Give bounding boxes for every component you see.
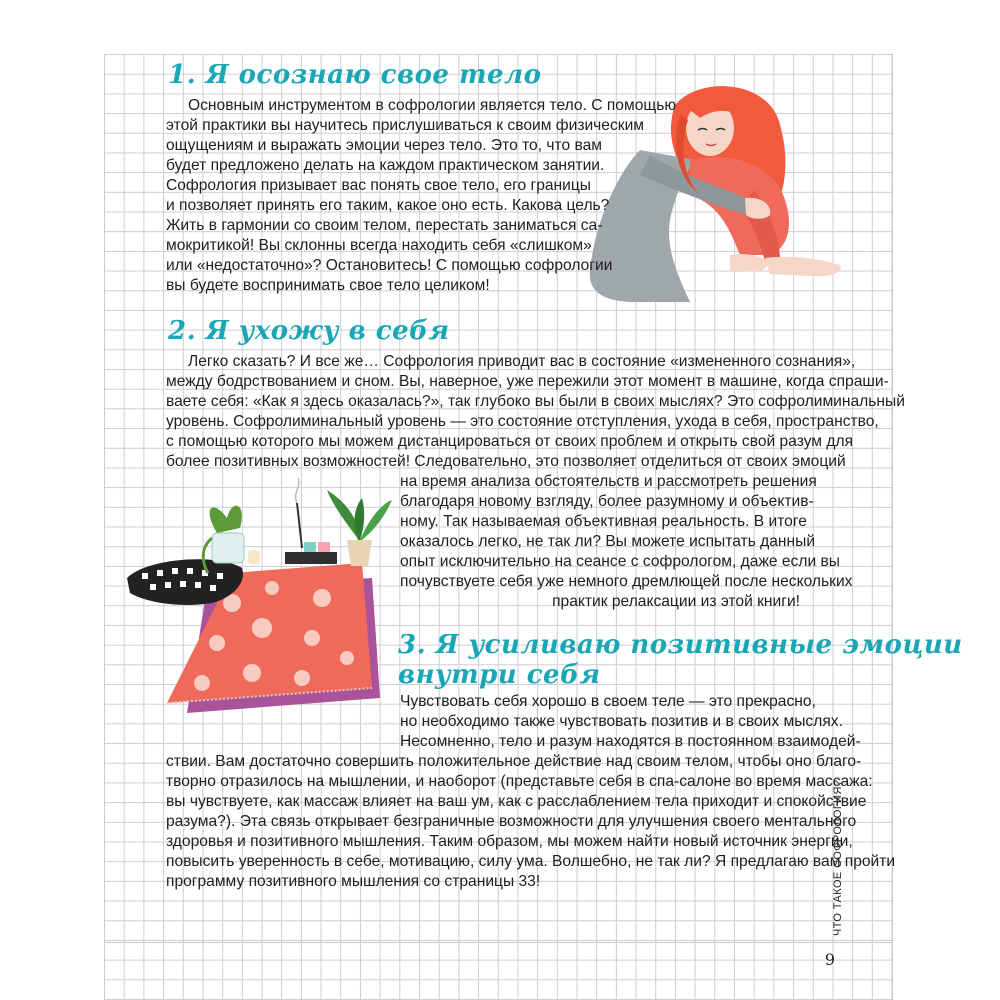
section-2-line: оказалось легко, не так ли? Вы можете испытать данный xyxy=(400,533,816,550)
section-1-line: и позволяет принять его таким, какое оно есть. Какова цель? xyxy=(166,197,610,214)
section-2-paragraph-wrap xyxy=(400,472,853,612)
section-1-line: или «недостаточно»? Остановитесь! С помощью софрологии xyxy=(166,257,613,274)
section-3-paragraph xyxy=(166,752,895,892)
section-2-line: ваете себя: «Как я здесь оказалась?», так глубоко вы были в своих мыслях? Это софролиминальный xyxy=(166,393,905,410)
section-1-line: мокритикой! Вы склонны всегда находить себя «слишком» xyxy=(166,237,592,254)
section-3-line: Чувствовать себя хорошо в своем теле — это прекрасно, xyxy=(400,693,816,710)
section-3-paragraph-wrap xyxy=(400,692,861,752)
section-3-line: Несомненно, тело и разум находятся в постоянном взаимодей- xyxy=(400,733,861,750)
section-1-line: будет предложено делать на каждом практическом занятии. xyxy=(166,157,605,174)
footer-rule xyxy=(104,942,892,943)
section-2-line: на время анализа обстоятельств и рассмотреть решения xyxy=(400,473,817,490)
rug-and-plants-illustration xyxy=(122,478,392,718)
section-2-line: уровень. Софролиминальный уровень — это состояние отступления, ухода в себя, пространство, xyxy=(166,413,879,430)
section-2-line: опыт исключительно на сеансе с софрологом, даже если вы xyxy=(400,553,840,570)
section-2-line: с помощью которого мы можем дистанцироваться от своих проблем и открыть свой разум для xyxy=(166,433,854,450)
section-2-paragraph-top xyxy=(166,352,905,472)
section-1-line: вы будете воспринимать свое тело целиком! xyxy=(166,277,490,294)
section-3-line: вы чувствуете, как массаж влияет на ваш ум, как с расслаблением тела приходит и спокойствие xyxy=(166,793,867,810)
section-3-line: ствии. Вам достаточно совершить положительное действие над своим телом, чтобы оно благо- xyxy=(166,753,862,770)
section-3-line: повысить уверенность в себе, мотивацию, силу ума. Волшебно, не так ли? Я предлагаю вам пройти xyxy=(166,853,896,870)
section-2-line: практик релаксации из этой книги! xyxy=(552,593,800,610)
section-2-line: более позитивных возможностей! Следовательно, это позволяет отделиться от своих эмоций xyxy=(166,453,846,470)
running-title: ЧТО ТАКОЕ СОФРОЛОГИЯ? xyxy=(832,779,844,936)
section-2-line: ному. Так называемая объективная реальность. В итоге xyxy=(400,513,807,530)
section-3-heading-line-1: 3. Я усиливаю позитивные эмоции xyxy=(398,630,963,660)
section-1-line: этой практики вы научитесь прислушиваться к своим физическим xyxy=(166,117,645,134)
section-3-line: творно отразилось на мышлении, и наоборот (представьте себя в спа-салоне во время массажа: xyxy=(166,773,873,790)
section-1-line: Софрология призывает вас понять свое тело, его границы xyxy=(166,177,591,194)
section-2-line: благодаря новому взгляду, более разумному и объектив- xyxy=(400,493,814,510)
section-3-line: разума?). Эта связь открывает безграничные возможности для улучшения своего ментального xyxy=(166,813,857,830)
section-3-heading-line-2: внутри себя xyxy=(398,660,601,690)
section-1-paragraph xyxy=(166,96,676,296)
section-3-heading xyxy=(398,630,963,690)
section-2-line: почувствуете себя уже немного дремлющей после нескольких xyxy=(400,573,853,590)
section-1-line: Основным инструментом в софрологии является тело. С помощью xyxy=(188,97,677,114)
section-2-line: Легко сказать? И все же… Софрология приводит вас в состояние «измененного сознания», xyxy=(188,353,856,370)
section-3-line: здоровья и позитивного мышления. Таким образом, мы можем найти новый источник энергии, xyxy=(166,833,853,850)
section-3-line: программу позитивного мышления со страницы 33! xyxy=(166,873,541,890)
section-1-heading: 1. Я осознаю свое тело xyxy=(168,60,542,90)
page-number: 9 xyxy=(824,950,836,969)
section-2-heading: 2. Я ухожу в себя xyxy=(168,316,450,346)
section-1-line: Жить в гармонии со своим телом, перестать заниматься са- xyxy=(166,217,603,234)
section-3-line: но необходимо также чувствовать позитив и в своих мыслях. xyxy=(400,713,843,730)
section-1-line: ощущениям и выражать эмоции через тело. Это то, что вам xyxy=(166,137,602,154)
section-2-line: между бодрствованием и сном. Вы, наверное, уже пережили этот момент в машине, когда спраши- xyxy=(166,373,889,390)
